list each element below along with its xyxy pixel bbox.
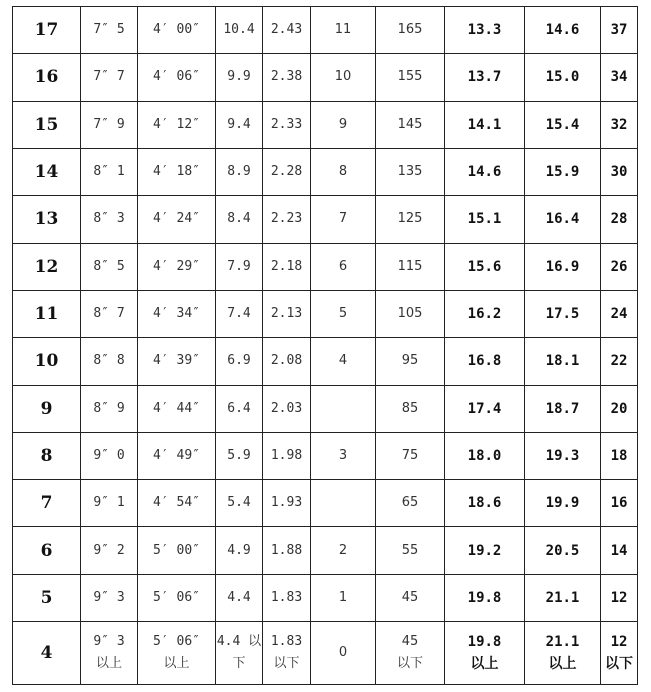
cell-col5: 6 [311, 243, 376, 290]
cell-col8 [525, 622, 601, 685]
cell-line: 以上 [548, 656, 577, 673]
cell-col6: 55 [376, 527, 445, 574]
cell-col5: 10 [311, 54, 376, 101]
cell-col2: 4′ 24″ [138, 196, 216, 243]
cell-col7: 14.6 [445, 148, 525, 195]
table-row [13, 196, 638, 243]
grade-cell: 13 [13, 196, 81, 243]
cell-col9: 20 [601, 385, 638, 432]
table-row [13, 7, 638, 54]
cell-col9: 16 [601, 480, 638, 527]
cell-col2: 4′ 39″ [138, 338, 216, 385]
cell-col3: 4.4 [216, 574, 263, 621]
cell-col9: 28 [601, 196, 638, 243]
cell-col5: 3 [311, 432, 376, 479]
cell-col5: 8 [311, 148, 376, 195]
cell-col8: 21.1 [525, 574, 601, 621]
cell-col2: 5′ 06″ [138, 574, 216, 621]
cell-col1: 8″ 3 [81, 196, 138, 243]
table-row [13, 385, 638, 432]
cell-col4: 1.88 [263, 527, 311, 574]
cell-col4: 2.08 [263, 338, 311, 385]
cell-col4: 2.18 [263, 243, 311, 290]
cell-col5: 2 [311, 527, 376, 574]
cell-col8: 16.9 [525, 243, 601, 290]
cell-col8: 19.3 [525, 432, 601, 479]
cell-col4: 2.28 [263, 148, 311, 195]
cell-col3: 10.4 [216, 7, 263, 54]
cell-col1: 7″ 7 [81, 54, 138, 101]
cell-col6: 165 [376, 7, 445, 54]
grade-cell: 16 [13, 54, 81, 101]
table-row [13, 54, 638, 101]
cell-col6: 75 [376, 432, 445, 479]
grade-cell: 17 [13, 7, 81, 54]
cell-col4: 2.43 [263, 7, 311, 54]
cell-col9: 37 [601, 7, 638, 54]
table-row [13, 527, 638, 574]
cell-col3: 6.4 [216, 385, 263, 432]
grade-cell: 15 [13, 101, 81, 148]
table-body [13, 7, 638, 685]
cell-col9: 18 [601, 432, 638, 479]
cell-col5: 9 [311, 101, 376, 148]
cell-col4: 2.38 [263, 54, 311, 101]
cell-col8: 14.6 [525, 7, 601, 54]
cell-col9: 26 [601, 243, 638, 290]
cell-col5: 0 [311, 622, 376, 685]
cell-col7: 16.2 [445, 290, 525, 337]
table-row [13, 432, 638, 479]
cell-col6: 115 [376, 243, 445, 290]
cell-col3: 6.9 [216, 338, 263, 385]
cell-col3: 4.9 [216, 527, 263, 574]
cell-col6: 85 [376, 385, 445, 432]
cell-col5: 4 [311, 338, 376, 385]
cell-col6: 65 [376, 480, 445, 527]
table-row [13, 148, 638, 195]
cell-col3: 9.9 [216, 54, 263, 101]
cell-col4 [263, 622, 311, 685]
table-row [13, 338, 638, 385]
cell-col2: 4′ 06″ [138, 54, 216, 101]
cell-col3: 5.4 [216, 480, 263, 527]
cell-col6 [376, 622, 445, 685]
grade-cell: 8 [13, 432, 81, 479]
cell-line: 45 [401, 634, 419, 650]
cell-col7: 13.7 [445, 54, 525, 101]
cell-col7: 19.2 [445, 527, 525, 574]
cell-col9: 22 [601, 338, 638, 385]
grade-cell: 14 [13, 148, 81, 195]
cell-col1: 8″ 5 [81, 243, 138, 290]
cell-col1: 9″ 2 [81, 527, 138, 574]
cell-line: 以下 [396, 656, 423, 672]
cell-col7: 15.1 [445, 196, 525, 243]
cell-col7: 18.0 [445, 432, 525, 479]
cell-col1 [81, 622, 138, 685]
cell-col2: 4′ 49″ [138, 432, 216, 479]
cell-line: 21.1 [545, 634, 580, 651]
cell-col5: 11 [311, 7, 376, 54]
cell-col2: 4′ 54″ [138, 480, 216, 527]
grade-cell: 11 [13, 290, 81, 337]
cell-col3: 7.4 [216, 290, 263, 337]
cell-line: 12 [610, 634, 628, 651]
cell-col8: 18.1 [525, 338, 601, 385]
cell-col8: 15.4 [525, 101, 601, 148]
cell-col9: 32 [601, 101, 638, 148]
cell-col8: 20.5 [525, 527, 601, 574]
table-row [13, 290, 638, 337]
cell-col2: 4′ 12″ [138, 101, 216, 148]
grade-cell: 4 [13, 622, 81, 685]
cell-col7: 14.1 [445, 101, 525, 148]
cell-col9: 34 [601, 54, 638, 101]
cell-col8: 19.9 [525, 480, 601, 527]
cell-col4: 2.13 [263, 290, 311, 337]
cell-col1: 8″ 8 [81, 338, 138, 385]
score-table-container [12, 6, 637, 685]
cell-line: 以上 [95, 656, 122, 672]
cell-col4: 1.98 [263, 432, 311, 479]
cell-col2: 4′ 29″ [138, 243, 216, 290]
cell-col6: 105 [376, 290, 445, 337]
cell-col1: 8″ 9 [81, 385, 138, 432]
cell-col7 [445, 622, 525, 685]
cell-line: 9″ 3 [93, 634, 125, 650]
cell-col7: 18.6 [445, 480, 525, 527]
cell-col7: 17.4 [445, 385, 525, 432]
cell-col9 [601, 622, 638, 685]
cell-col5: 5 [311, 290, 376, 337]
table-row [13, 574, 638, 621]
cell-col1: 9″ 3 [81, 574, 138, 621]
cell-line: 以上 [163, 656, 190, 672]
cell-col6: 135 [376, 148, 445, 195]
grade-cell: 5 [13, 574, 81, 621]
cell-col3: 5.9 [216, 432, 263, 479]
cell-col1: 8″ 1 [81, 148, 138, 195]
cell-col2: 4′ 44″ [138, 385, 216, 432]
cell-col2: 4′ 00″ [138, 7, 216, 54]
cell-col9: 12 [601, 574, 638, 621]
cell-col1: 9″ 0 [81, 432, 138, 479]
cell-col7: 13.3 [445, 7, 525, 54]
cell-col5 [311, 385, 376, 432]
table-row-last [13, 622, 638, 685]
table-row [13, 101, 638, 148]
grade-cell: 6 [13, 527, 81, 574]
grade-cell: 12 [13, 243, 81, 290]
cell-col7: 16.8 [445, 338, 525, 385]
cell-col1: 7″ 5 [81, 7, 138, 54]
table-row [13, 243, 638, 290]
cell-col5: 7 [311, 196, 376, 243]
cell-col1: 8″ 7 [81, 290, 138, 337]
cell-col7: 15.6 [445, 243, 525, 290]
cell-col4: 1.83 [263, 574, 311, 621]
cell-col8: 16.4 [525, 196, 601, 243]
grade-cell: 7 [13, 480, 81, 527]
cell-col6: 145 [376, 101, 445, 148]
cell-col6: 125 [376, 196, 445, 243]
cell-col9: 24 [601, 290, 638, 337]
cell-line: 5′ 06″ [153, 634, 200, 650]
cell-col8: 18.7 [525, 385, 601, 432]
cell-col1: 7″ 9 [81, 101, 138, 148]
grade-cell: 9 [13, 385, 81, 432]
cell-col8: 17.5 [525, 290, 601, 337]
cell-col6: 155 [376, 54, 445, 101]
cell-col2: 4′ 34″ [138, 290, 216, 337]
cell-line: 4.4 以 [216, 634, 262, 650]
cell-col2: 5′ 00″ [138, 527, 216, 574]
cell-col4: 2.03 [263, 385, 311, 432]
cell-col8: 15.9 [525, 148, 601, 195]
cell-col4: 1.93 [263, 480, 311, 527]
cell-line: 以上 [470, 656, 499, 673]
cell-line: 19.8 [467, 634, 502, 651]
cell-col7: 19.8 [445, 574, 525, 621]
cell-col4: 2.23 [263, 196, 311, 243]
cell-col2 [138, 622, 216, 685]
cell-line: 以下 [605, 656, 633, 673]
cell-col6: 45 [376, 574, 445, 621]
table-row [13, 480, 638, 527]
cell-col3: 8.9 [216, 148, 263, 195]
cell-col4: 2.33 [263, 101, 311, 148]
cell-line: 以下 [273, 656, 300, 672]
grade-cell: 10 [13, 338, 81, 385]
cell-col6: 95 [376, 338, 445, 385]
cell-line: 1.83 [270, 634, 303, 650]
cell-col5 [311, 480, 376, 527]
cell-col2: 4′ 18″ [138, 148, 216, 195]
cell-col3: 9.4 [216, 101, 263, 148]
cell-col1: 9″ 1 [81, 480, 138, 527]
score-table [12, 6, 638, 685]
cell-col9: 14 [601, 527, 638, 574]
cell-col5: 1 [311, 574, 376, 621]
cell-col9: 30 [601, 148, 638, 195]
cell-col3: 8.4 [216, 196, 263, 243]
cell-col3 [216, 622, 263, 685]
cell-col3: 7.9 [216, 243, 263, 290]
cell-line: 下 [232, 656, 246, 672]
cell-col8: 15.0 [525, 54, 601, 101]
